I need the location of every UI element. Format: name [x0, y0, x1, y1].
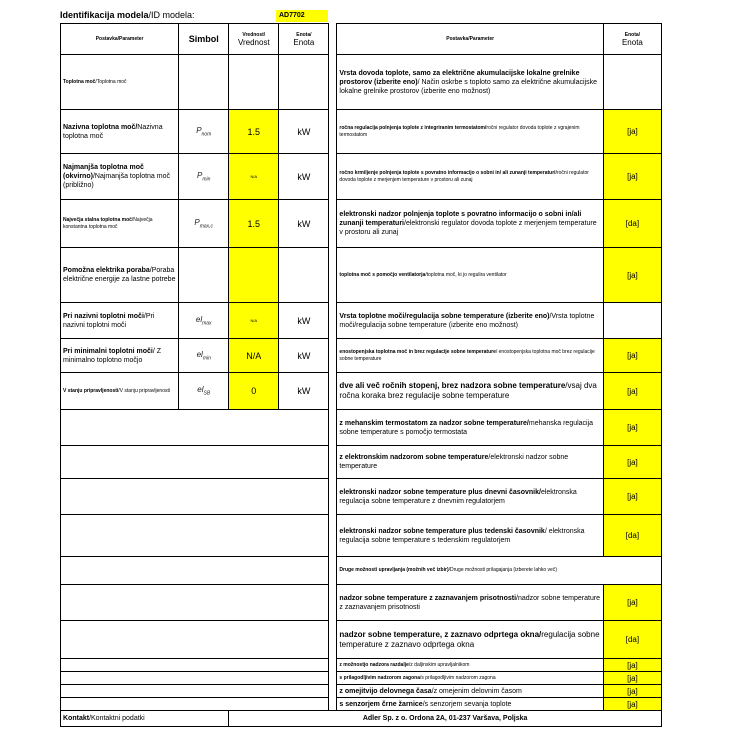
answer-electronic-charge-feedback: [da]: [603, 200, 661, 248]
column-gap: [329, 410, 337, 446]
option-single-stage: enostopenjska toplotna moč in brez regulacije sobne temperature/ enostopenjska toplotna moč brez regulacije sobne temperature: [337, 339, 603, 373]
option-manual-charge-thermostat: ročna regulacija polnjenja toplote z integriranim termostatom/ročni regulator dovoda toplote z vgrajenim termostatom: [337, 110, 603, 154]
column-gap: [329, 479, 337, 515]
option-two-or-more-manual-stages: dve ali več ročnih stopenj, brez nadzora sobne temperature/vsaj dva ročna koraka brez regulacije sobne temperature: [337, 373, 603, 410]
param-nominal-heat-output: Nazivna toplotna moč/Nazivna toplotna moč: [61, 110, 179, 154]
contact-label: Kontakt/Kontaktni podatki: [61, 711, 229, 727]
answer-working-time-limit: [ja]: [603, 685, 661, 698]
option-fan-assisted: toplotna moč s pomočjo ventilatorja/toplotna moč, ki jo regulira ventilator: [337, 248, 603, 303]
answer-adaptive-start: [ja]: [603, 672, 661, 685]
empty-cell: [61, 479, 329, 515]
column-gap: [329, 110, 337, 154]
symbol-el-sb: $el_{SB}$: [179, 373, 229, 410]
option-electronic-control: z elektronskim nadzorom sobne temperature/elektronski nadzor sobne temperature: [337, 446, 603, 479]
table-row: [61, 698, 662, 711]
unit-el-max: kW: [279, 303, 329, 339]
unit-cell: [279, 248, 329, 303]
answer-day-timer: [ja]: [603, 479, 661, 515]
column-gap: [329, 557, 337, 585]
param-at-minimum-output: Pri minimalni toplotni moči/ Z minimalno toplotno močjo: [61, 339, 179, 373]
answer-open-window-detection: [da]: [603, 621, 661, 659]
model-id-label-rest: /ID modela:: [148, 10, 195, 20]
table-row: [61, 55, 662, 110]
param-heat-output: Toplotna moč/Toplotna moč: [61, 55, 179, 110]
symbol-cell: [179, 55, 229, 110]
col-header-symbol: Simbol: [179, 24, 229, 55]
option-presence-detection: nadzor sobne temperature z zaznavanjem prisotnosti/nadzor sobne temperature z zaznavanjem prisotnosti: [337, 585, 603, 621]
table-row: [61, 110, 662, 154]
table-row: [61, 672, 662, 685]
table-row: [61, 248, 662, 303]
col-header-unit: Enota/ Enota: [279, 24, 329, 55]
answer-presence-detection: [ja]: [603, 585, 661, 621]
column-gap: [329, 248, 337, 303]
column-gap: [329, 55, 337, 110]
column-gap: [329, 672, 337, 685]
column-gap: [329, 200, 337, 248]
model-id-label-bold: Identifikacija modela: [60, 10, 149, 20]
answer-two-or-more-manual-stages: [ja]: [603, 373, 661, 410]
option-remote-control: z možnostjo nadzora razdalje/z daljinskim upravljalnikom: [337, 659, 603, 672]
table-row: [61, 515, 662, 557]
table-row: [61, 479, 662, 515]
column-gap: [329, 339, 337, 373]
answer-black-bulb-sensor: [ja]: [603, 698, 661, 711]
contact-value: Adler Sp. z o. Ordona 2A, 01-237 Varšava, Poljska: [229, 711, 662, 727]
column-gap: [329, 303, 337, 339]
answer-mechanical-thermostat: [ja]: [603, 410, 661, 446]
symbol-el-max: $el_{max}$: [179, 303, 229, 339]
empty-cell: [61, 515, 329, 557]
heat-input-type-heading: Vrsta dovoda toplote, samo za električne akumulacijske lokalne grelnike prostorov (izberite eno)/ Način oskrbe s toploto samo za električne akumulacijske lokalne grelnike prostorov (izberite eno možnost): [337, 55, 603, 110]
option-week-timer: elektronski nadzor sobne temperature plus tedenski časovnik/ elektronska regulacija sobne temperature s tedenskim regulatorjem: [337, 515, 603, 557]
unit-p-min: kW: [279, 154, 329, 200]
value-cell: [229, 248, 279, 303]
value-cell: [229, 55, 279, 110]
model-id-value: AD7702: [276, 10, 328, 22]
table-row: [61, 303, 662, 339]
answer-electronic-control: [ja]: [603, 446, 661, 479]
contact-row: [61, 711, 662, 727]
column-gap: [329, 154, 337, 200]
value-el-min: N/A: [229, 339, 279, 373]
answer-remote-control: [ja]: [603, 659, 661, 672]
table-row: [61, 685, 662, 698]
option-day-timer: elektronski nadzor sobne temperature plus dnevni časovnik/elektronska regulacija sobne temperature z dnevnim regulatorjem: [337, 479, 603, 515]
value-p-nom: 1.5: [229, 110, 279, 154]
option-open-window-detection: nadzor sobne temperature, z zaznavo odprtega okna/regulacija sobne temperature z zaznavo odprtega okna: [337, 621, 603, 659]
other-control-options-heading: Druge možnosti upravljanja (možnih več izbir)/Druge možnosti prilagajanja (izberete lahko več): [337, 557, 662, 585]
answer-manual-charge-thermostat: [ja]: [603, 110, 661, 154]
value-p-max-c: 1.5: [229, 200, 279, 248]
unit-el-sb: kW: [279, 373, 329, 410]
symbol-p-nom: $P_{nom}$: [179, 110, 229, 154]
empty-cell: [61, 585, 329, 621]
table-row: [61, 585, 662, 621]
value-el-max: N/A: [229, 303, 279, 339]
empty-cell: [61, 672, 329, 685]
symbol-p-min: $P_{min}$: [179, 154, 229, 200]
unit-el-min: kW: [279, 339, 329, 373]
table-row: [61, 446, 662, 479]
unit-p-nom: kW: [279, 110, 329, 154]
col-header-unit-right: Enota/ Enota: [603, 24, 661, 55]
table-row: [61, 557, 662, 585]
param-standby: V stanju pripravljenosti/V stanju pripravljenosti: [61, 373, 179, 410]
empty-cell: [61, 446, 329, 479]
column-gap: [329, 373, 337, 410]
column-gap: [329, 515, 337, 557]
answer-week-timer: [da]: [603, 515, 661, 557]
empty-cell: [61, 621, 329, 659]
option-manual-charge-feedback: ročno krmiljenje polnjenja toplote s povratno informacijo o sobni in/ ali zunanji temperaturi/ročni regulator dovoda toplote z merjenjem temperature v prostoru ali zunaj: [337, 154, 603, 200]
table-row: [61, 621, 662, 659]
table-row: [61, 373, 662, 410]
option-black-bulb-sensor: s senzorjem črne žarnice/s senzorjem sevanja toplote: [337, 698, 603, 711]
heat-output-type-heading: Vrsta toplotne moči/regulacija sobne temperature (izberite eno)/Vrsta toplotne moči/regulacija sobne temperature (izberite eno možnost): [337, 303, 603, 339]
empty-cell: [61, 698, 329, 711]
empty-cell: [61, 410, 329, 446]
answer-cell: [603, 303, 661, 339]
column-gap: [329, 585, 337, 621]
param-auxiliary-electricity: Pomožna elektrika poraba/Poraba električne energije za lastne potrebe: [61, 248, 179, 303]
symbol-el-min: $el_{min}$: [179, 339, 229, 373]
symbol-p-max-c: $P_{max,c}$: [179, 200, 229, 248]
table-row: [61, 659, 662, 672]
column-gap: [329, 24, 337, 55]
product-info-table: [60, 23, 662, 727]
unit-cell: [279, 55, 329, 110]
answer-manual-charge-feedback: [ja]: [603, 154, 661, 200]
option-adaptive-start: s prilagodljivim nadzorom zagona/s prilagodljivim nadzorom zagona: [337, 672, 603, 685]
column-gap: [329, 621, 337, 659]
unit-p-max-c: kW: [279, 200, 329, 248]
column-gap: [329, 698, 337, 711]
column-gap: [329, 446, 337, 479]
param-at-nominal-output: Pri nazivni toplotni moči/Pri nazivni toplotni moči: [61, 303, 179, 339]
col-header-parameter: Postavka/Parameter: [61, 24, 179, 55]
option-electronic-charge-feedback: elektronski nadzor polnjenja toplote s povratno informacijo o sobni in/ali zunanji temperaturi/elektronski regulator dovoda toplote z merjenjem temperature v prostoru ali zunaj: [337, 200, 603, 248]
table-row: [61, 200, 662, 248]
symbol-cell: [179, 248, 229, 303]
option-working-time-limit: z omejitvijo delovnega časa/z omejenim delovnim časom: [337, 685, 603, 698]
answer-cell: [603, 55, 661, 110]
option-mechanical-thermostat: z mehanskim termostatom za nadzor sobne temperature/mehanska regulacija sobne temperature s pomočjo termostata: [337, 410, 603, 446]
answer-single-stage: [ja]: [603, 339, 661, 373]
column-gap: [329, 659, 337, 672]
column-gap: [329, 685, 337, 698]
table-header-row: [61, 24, 662, 55]
empty-cell: [61, 685, 329, 698]
answer-fan-assisted: [ja]: [603, 248, 661, 303]
param-maximum-continuous-heat-output: Največja stalna toplotna moč/Največja konstantna toplotna moč: [61, 200, 179, 248]
empty-cell: [61, 557, 329, 585]
value-el-sb: 0: [229, 373, 279, 410]
empty-cell: [61, 659, 329, 672]
param-minimum-heat-output: Najmanjša toplotna moč (okvirno)/Najmanjša toplotna moč (približno): [61, 154, 179, 200]
table-row: [61, 339, 662, 373]
value-p-min: N/A: [229, 154, 279, 200]
col-header-value: Vrednost/ Vrednost: [229, 24, 279, 55]
table-row: [61, 410, 662, 446]
col-header-parameter-right: Postavka/Parameter: [337, 24, 603, 55]
table-row: [61, 154, 662, 200]
model-id-label: [60, 10, 195, 20]
